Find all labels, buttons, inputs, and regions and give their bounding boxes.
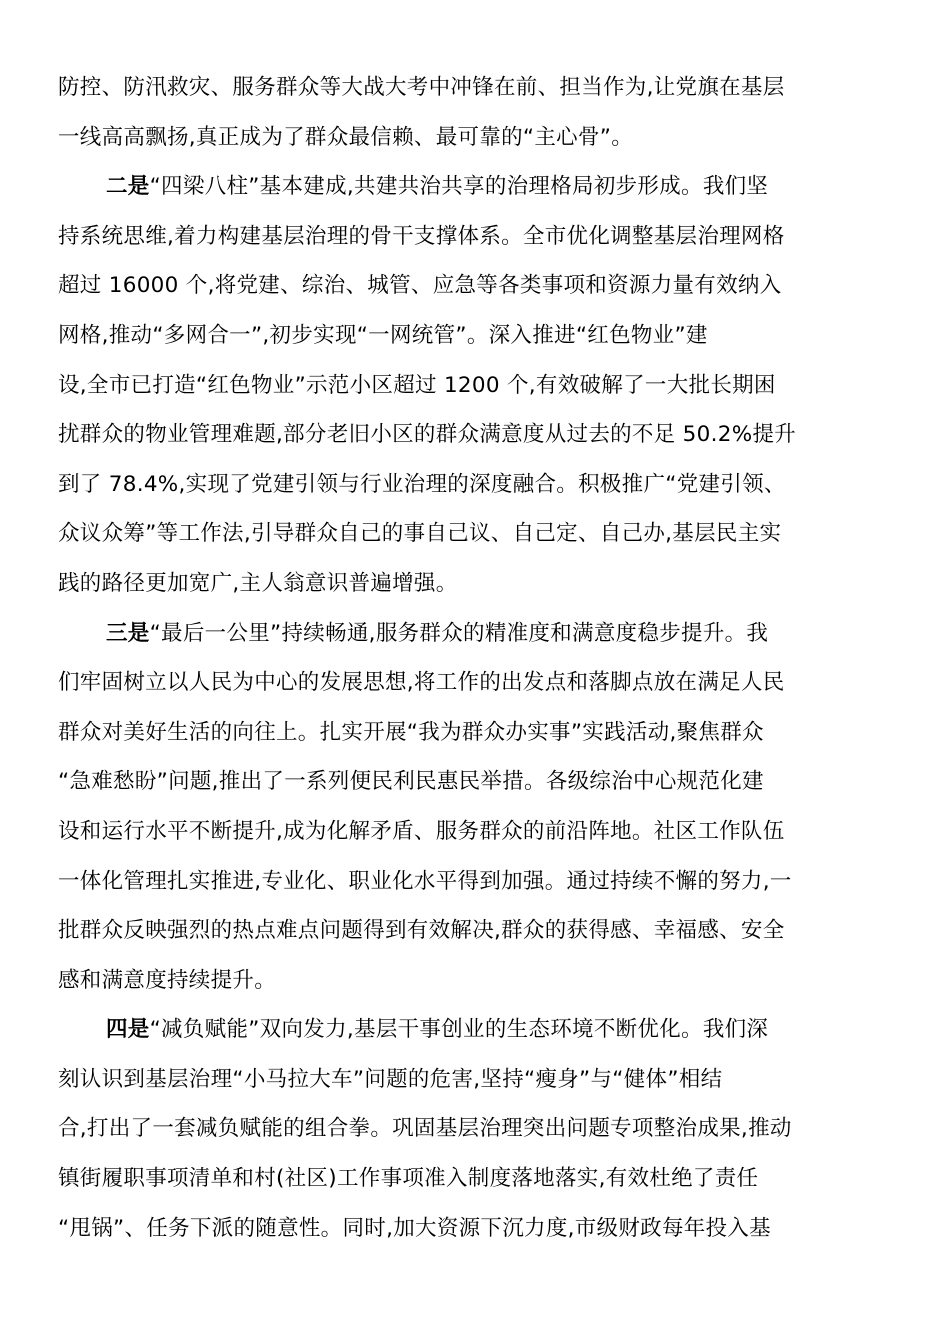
text-line: 们牢固树立以人民为中心的发展思想,将工作的出发点和落脚点放在满足人民 — [58, 670, 785, 696]
text-line: “甩锅”、任务下派的随意性。同时,加大资源下沉力度,市级财政每年投入基 — [58, 1215, 771, 1241]
text-line: 践的路径更加宽广,主人翁意识普遍增强。 — [58, 570, 458, 596]
text-line — [58, 609, 892, 659]
text-line: 持系统思维,着力构建基层治理的骨干支撑体系。全市优化调整基层治理网格 — [58, 223, 785, 249]
text-line: 众议众筹”等工作法,引导群众自己的事自己议、自己定、自己办,基层民主实 — [58, 521, 782, 547]
paragraph-four — [58, 1005, 892, 1253]
text-fragment: “最后一公里”持续畅通,服务群众的精准度和满意度稳步提升。我 — [149, 620, 769, 646]
paragraph-two — [58, 162, 892, 608]
text-line: 镇街履职事项清单和村(社区)工作事项准入制度落地落实,有效杜绝了责任 — [58, 1166, 759, 1192]
text-line: 合,打出了一套减负赋能的组合拳。巩固基层治理突出问题专项整治成果,推动 — [58, 1116, 792, 1142]
text-line: 扰群众的物业管理难题,部分老旧小区的群众满意度从过去的不足 50.2%提升 — [58, 422, 797, 448]
text-fragment: “四梁八柱”基本建成,共建共治共享的治理格局初步形成。我们坚 — [149, 174, 769, 200]
text-line: 超过 16000 个,将党建、综治、城管、应急等各类事项和资源力量有效纳入 — [58, 273, 782, 299]
text-line: 批群众反映强烈的热点难点问题得到有效解决,群众的获得感、幸福感、安全 — [58, 918, 785, 944]
paragraph-lead: 三是 — [106, 620, 150, 646]
text-line: 设和运行水平不断提升,成为化解矛盾、服务群众的前沿阵地。社区工作队伍 — [58, 818, 785, 844]
text-line: 一体化管理扎实推进,专业化、职业化水平得到加强。通过持续不懈的努力,一 — [58, 868, 792, 894]
text-line — [58, 1005, 892, 1055]
text-fragment: “减负赋能”双向发力,基层干事创业的生态环境不断优化。我们深 — [149, 1017, 769, 1043]
document-page — [58, 63, 892, 1253]
paragraph-lead: 二是 — [106, 174, 150, 200]
text-line: 设,全市已打造“红色物业”示范小区超过 1200 个,有效破解了一大批长期困 — [58, 372, 776, 398]
paragraph-lead: 四是 — [106, 1017, 150, 1043]
paragraph-three — [58, 609, 892, 1006]
text-line: 感和满意度持续提升。 — [58, 967, 277, 993]
text-line — [58, 162, 892, 212]
text-line: 防控、防汛救灾、服务群众等大战大考中冲锋在前、担当作为,让党旗在基层 — [58, 75, 785, 100]
text-line: 一线高高飘扬,真正成为了群众最信赖、最可靠的“主心骨”。 — [58, 124, 634, 150]
text-line: 刻认识到基层治理“小马拉大车”问题的危害,坚持“瘦身”与“健体”相结 — [58, 1066, 723, 1092]
text-line: 网格,推动“多网合一”,初步实现“一网统管”。深入推进“红色物业”建 — [58, 322, 708, 348]
text-line: 群众对美好生活的向往上。扎实开展“我为群众办实事”实践活动,聚焦群众 — [58, 719, 764, 745]
text-line: 到了 78.4%,实现了党建引领与行业治理的深度融合。积极推广“党建引领、 — [58, 471, 786, 497]
text-line: “急难愁盼”问题,推出了一系列便民利民惠民举措。各级综治中心规范化建 — [58, 769, 764, 795]
paragraph-continuation — [58, 63, 892, 162]
